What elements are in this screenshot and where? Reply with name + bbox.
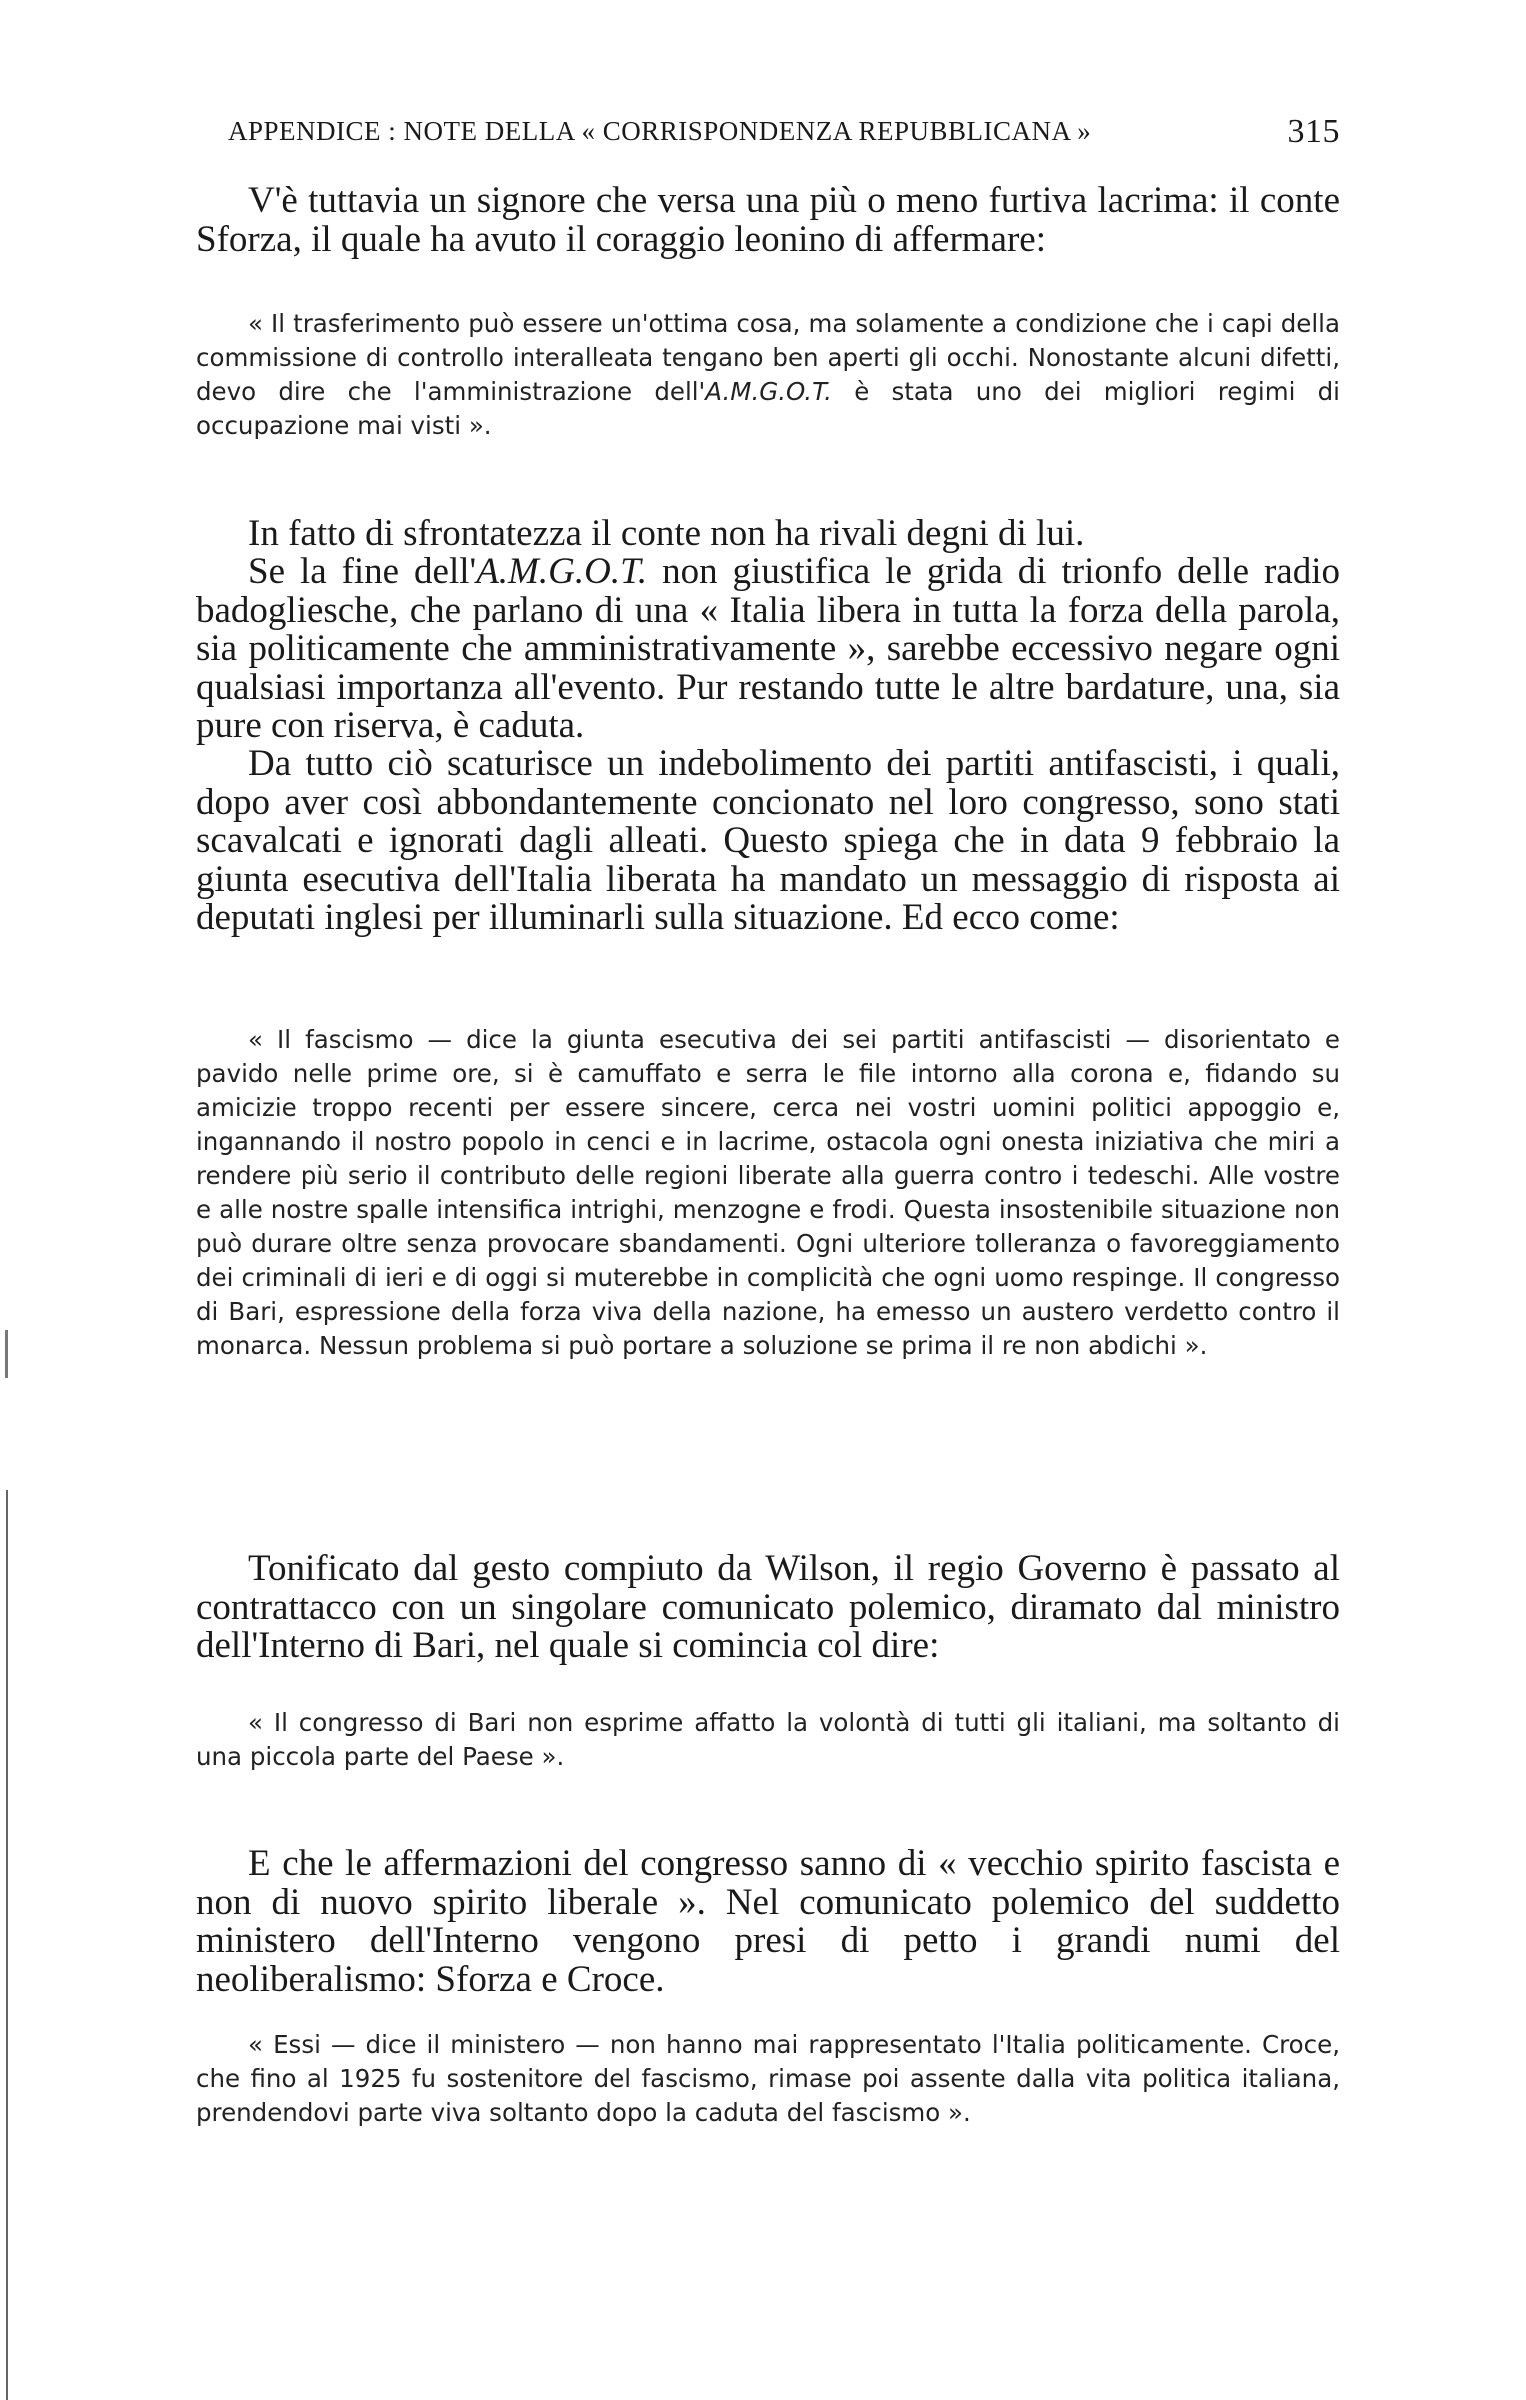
scan-margin-line [6, 1490, 8, 2400]
quote-congresso-bari: « Il congresso di Bari non esprime affatto la volontà di tutti gli italiani, ma soltanto di una piccola parte del Paese ». [196, 1708, 1340, 1771]
paragraph-regio-governo: Tonificato dal gesto compiuto da Wilson, il regio Governo è passato al contrattacco con un singolare comunicato polemico, diramato dal ministro dell'Interno di Bari, nel quale si comincia col dire: [196, 1548, 1340, 1666]
paragraph-sfrontatezza: In fatto di sfrontatezza il conte non ha rivali degni di lui. [248, 513, 1085, 554]
paragraph-affermazioni: E che le affermazioni del congresso sanno di « vecchio spirito fascista e non di nuovo spirito liberale ». Nel comunicato polemico del suddetto ministero dell'Interno vengono presi di petto i grandi numi del neoliberalismo: Sforza e Croce. [196, 1843, 1340, 2000]
paragraph-amgot-end [196, 553, 1340, 746]
running-head [228, 113, 1340, 150]
quote-sforza-text-1: « Il trasferimento può essere un'ottima cosa, ma solamente a condizione che i capi della commissione di controllo interalleata tengano ben aperti gli occhi. Nonostante alcuni difetti, devo dire che l'amministrazione dell' [196, 309, 1340, 406]
quote-sforza-text-2: è stata uno dei migliori regimi di occupazione mai visti ». [196, 377, 1340, 440]
quote-sforza [196, 307, 1340, 443]
quote-sforza-acronym: A.M.G.O.T. [705, 377, 832, 406]
amgot-acronym: A.M.G.O.T. [476, 551, 648, 592]
paragraph-sforza-intro: V'è tuttavia un signore che versa una più o meno furtiva lacrima: il conte Sforza, il quale ha avuto il coraggio leonino di affermare: [196, 180, 1340, 260]
amgot-text-2: non giustifica le grida di trionfo delle radio badogliesche, che parlano di una « Italia libera in tutta la forza della parola, sia politicamente che amministrativamente », sarebbe eccessivo negare ogni qualsiasi importanza all'evento. Pur restando tutte le altre bardature, una, sia pure con riserva, è caduta. [196, 551, 1340, 746]
page-number: 315 [1287, 113, 1340, 150]
quote-giunta: « Il fascismo — dice la giunta esecutiva dei sei partiti antifascisti — disorientato e pavido nelle prime ore, si è camuffato e serra le file intorno alla corona e, fidando su amicizie troppo recenti per essere sincere, cerca nei vostri uomini politici appoggio e, ingannando il nostro popolo in cenci e in lacrime, ostacola ogni onesta iniziativa che miri a rendere più serio il contributo delle regioni liberate alla guerra contro i tedeschi. Alle vostre e alle nostre spalle intensifica intrighi, menzogne e frodi. Questa insostenibile situazione non può durare oltre senza provocare sbandamenti. Ogni ulteriore tolleranza o favoreggiamento dei criminali di ieri e di oggi si muterebbe in complicità che ogni uomo respinge. Il congresso di Bari, espressione della forza viva della nazione, ha emesso un austero verdetto contro il monarca. Nessun problema si può portare a soluzione se prima il re non abdichi ». [196, 1025, 1340, 1360]
scan-margin-mark [5, 1330, 8, 1378]
quote-ministero: « Essi — dice il ministero — non hanno mai rappresentato l'Italia politicamente. Croce, che fino al 1925 fu sostenitore del fascismo, rimase poi assente dalla vita politica italiana, prendendovi parte viva soltanto dopo la caduta del fascismo ». [196, 2030, 1340, 2127]
running-title: APPENDICE : NOTE DELLA « CORRISPONDENZA REPUBBLICANA » [228, 116, 1092, 146]
paragraph-indebolimento: Da tutto ciò scaturisce un indebolimento dei partiti antifascisti, i quali, dopo aver così abbondantemente concionato nel loro congresso, sono stati scavalcati e ignorati dagli alleati. Questo spiega che in data 9 febbraio la giunta esecutiva dell'Italia liberata ha mandato un messaggio di risposta ai deputati inglesi per illuminarli sulla situazione. Ed ecco come: [196, 743, 1340, 938]
amgot-text-1: Se la fine dell' [248, 551, 477, 592]
